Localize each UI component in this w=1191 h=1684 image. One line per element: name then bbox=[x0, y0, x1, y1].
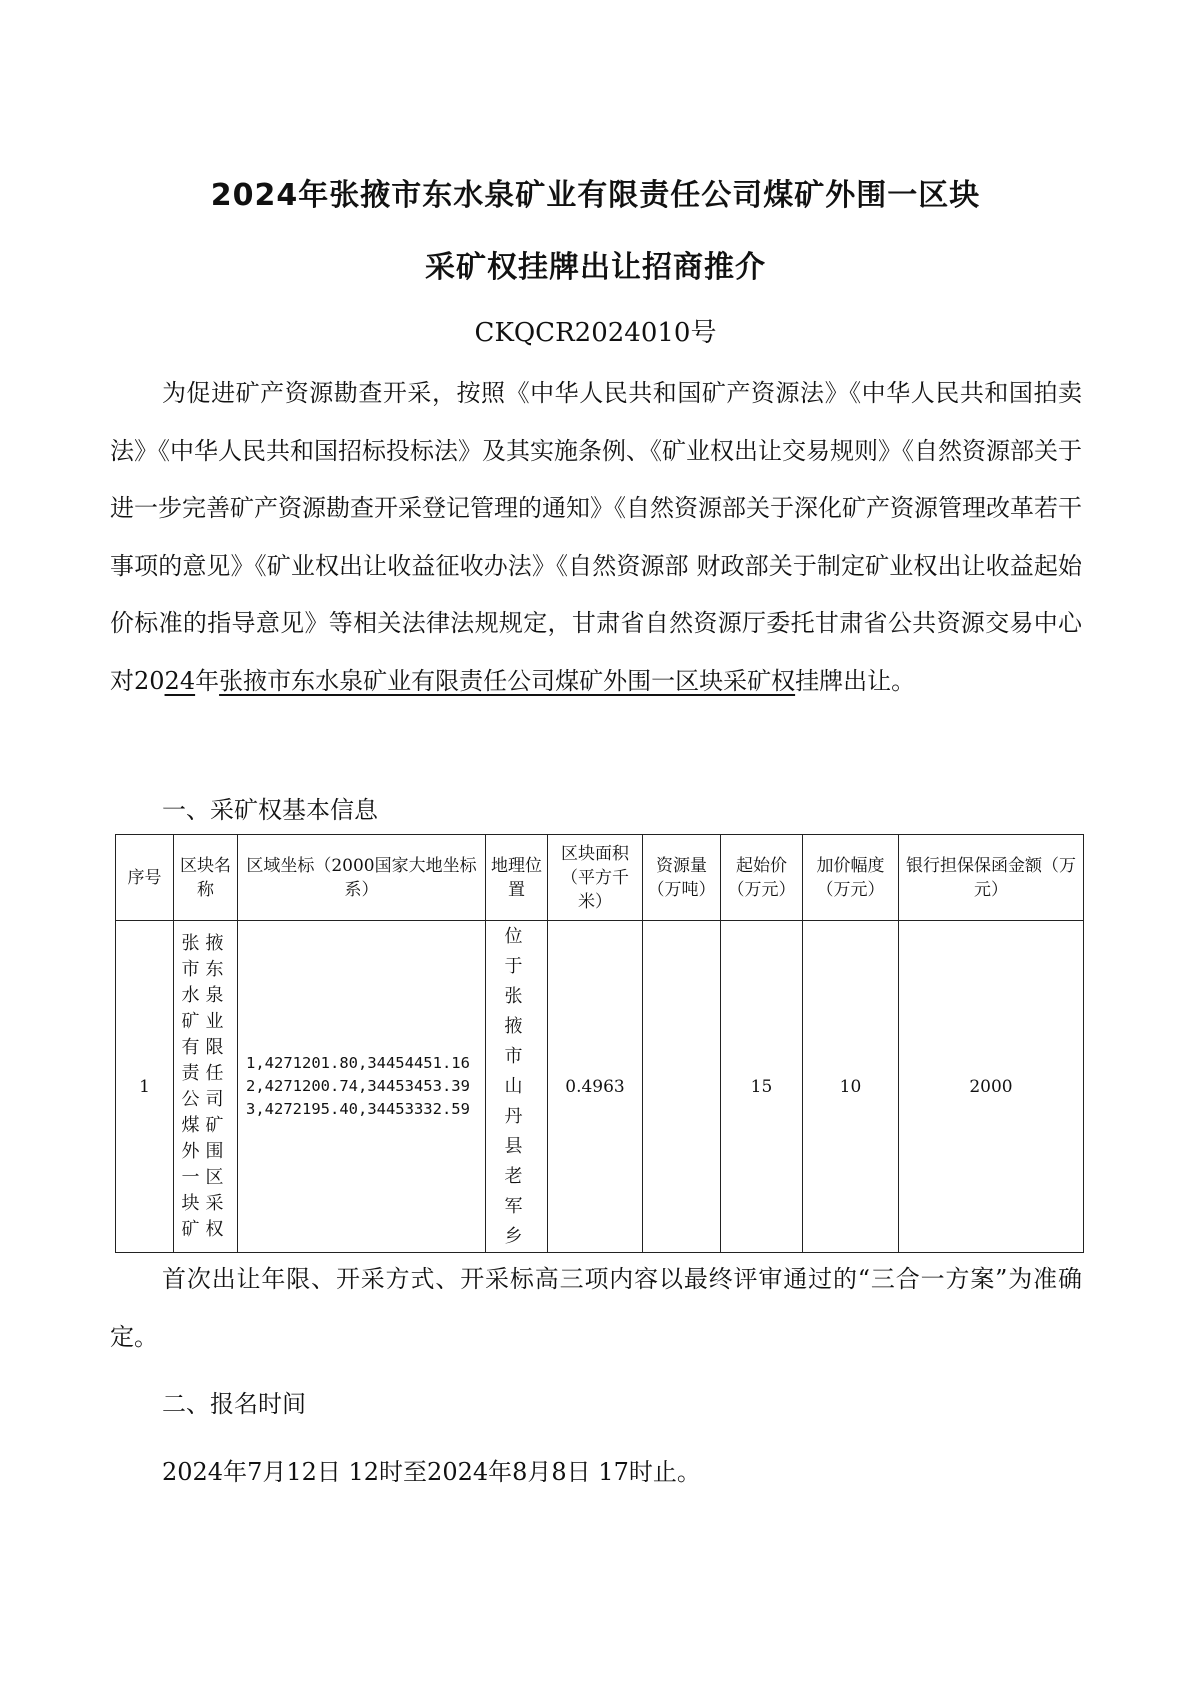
section-2-heading: 二、报名时间 bbox=[162, 1390, 306, 1418]
coord-point-1: 1,4271201.80,34454451.16 bbox=[246, 1054, 470, 1072]
cell-seq: 1 bbox=[116, 921, 174, 1253]
intro-year-underlined: 24 bbox=[164, 666, 196, 695]
registration-time: 2024年7月12日 12时至2024年8月8日 17时止。 bbox=[162, 1458, 701, 1486]
table-header-row bbox=[116, 835, 1084, 921]
intro-text-a: 为促进矿产资源勘查开采，按照《中华人民共和国矿产资源法》《中华人民共和国拍卖法》《中华人民共和国招标投标法》及其实施条例、《矿业权出让交易规则》《自然资源部关于进一步完善矿产资源勘查开采登记管理的通知》《自然资源部关于深化矿产资源管理改革若干事项的意见》《矿业权出让收益征收办法》《自然资源部 财政部关于制定矿业权出让收益起始价标准的指导意见》等相关法律法规规定，甘肃省自然资源厅委托甘肃省公共资源交易中心对20 bbox=[110, 379, 1082, 695]
cell-guarantee: 2000 bbox=[899, 921, 1084, 1253]
cell-start-price: 15 bbox=[721, 921, 803, 1253]
cell-area: 0.4963 bbox=[548, 921, 643, 1253]
coord-point-3: 3,4272195.40,34453332.59 bbox=[246, 1100, 470, 1118]
cell-resource bbox=[643, 921, 721, 1253]
header-area: 区块面积（平方千米） bbox=[548, 835, 643, 921]
cell-location: 位于张掖市山丹县老军乡 bbox=[486, 921, 548, 1253]
header-guarantee: 银行担保保函金额（万元） bbox=[899, 835, 1084, 921]
header-start-price: 起始价（万元） bbox=[721, 835, 803, 921]
header-coords: 区域坐标（2000国家大地坐标系） bbox=[238, 835, 486, 921]
note-paragraph: 首次出让年限、开采方式、开采标高三项内容以最终评审通过的“三合一方案”为准确定。 bbox=[110, 1265, 1082, 1351]
coord-point-2: 2,4271200.74,34453453.39 bbox=[246, 1077, 470, 1095]
header-increment: 加价幅度（万元） bbox=[803, 835, 899, 921]
document-number: CKQCR2024010号 bbox=[474, 318, 717, 348]
table-row bbox=[116, 921, 1084, 1253]
intro-project-name-underlined: 张掖市东水泉矿业有限责任公司煤矿外围一区块采矿权 bbox=[219, 666, 796, 695]
header-block-name: 区块名称 bbox=[174, 835, 238, 921]
header-seq: 序号 bbox=[116, 835, 174, 921]
section-1-heading: 一、采矿权基本信息 bbox=[162, 796, 378, 824]
cell-coords bbox=[238, 921, 486, 1253]
intro-paragraph bbox=[110, 365, 1082, 710]
document-title-line-2: 采矿权挂牌出让招商推介 bbox=[425, 250, 766, 285]
intro-text-e: 挂牌出让。 bbox=[795, 666, 916, 695]
document-title-line-1: 2024年张掖市东水泉矿业有限责任公司煤矿外围一区块 bbox=[210, 178, 981, 213]
header-resource: 资源量（万吨） bbox=[643, 835, 721, 921]
cell-increment: 10 bbox=[803, 921, 899, 1253]
mining-rights-info-table bbox=[115, 834, 1084, 1253]
cell-block-name: 张掖市东水泉矿业有限责任公司煤矿外围一区块采矿权 bbox=[174, 921, 238, 1253]
intro-year-suffix: 年 bbox=[195, 666, 220, 695]
header-location: 地理位置 bbox=[486, 835, 548, 921]
